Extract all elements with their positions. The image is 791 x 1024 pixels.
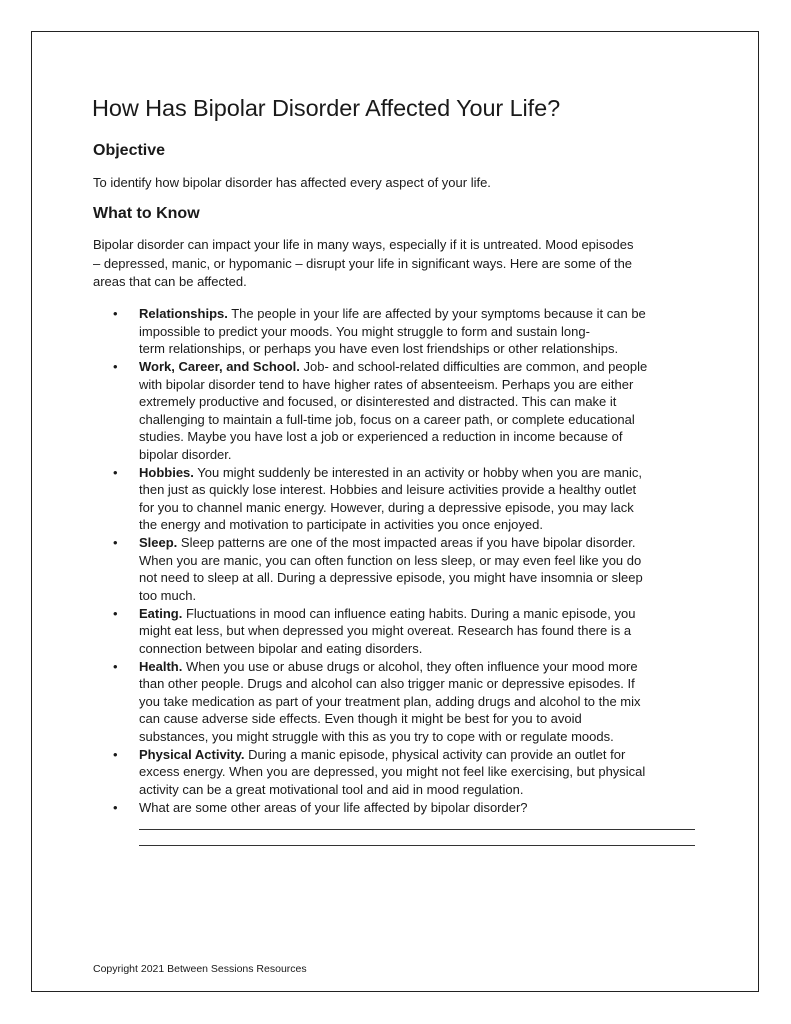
item-text: extremely productive and focused, or disinterested and distracted. This can make it: [139, 394, 617, 409]
item-text: The people in your life are affected by your symptoms because it can be: [227, 306, 646, 321]
objective-text: To identify how bipolar disorder has affected every aspect of your life.: [93, 175, 491, 190]
item-term: Hobbies.: [139, 464, 194, 480]
item-text: then just as quickly lose interest. Hobbies and leisure activities provide a healthy outlet: [139, 482, 637, 497]
item-text: Fluctuations in mood can influence eating habits. During a manic episode, you: [182, 605, 636, 621]
item-text: term relationships, or perhaps you have even lost friendships or other relationships.: [139, 341, 619, 356]
item-text: activity can be a great motivational tool and aid in mood regulation.: [139, 781, 524, 797]
item-text: can cause adverse side effects. Even though it might be best for you to avoid: [139, 711, 582, 726]
intro-line: areas that can be affected.: [93, 274, 247, 289]
item-text: You might suddenly be interested in an activity or hobby when you are manic,: [193, 464, 642, 480]
item-text: impossible to predict your moods. You might struggle to form and sustain long-: [139, 323, 590, 339]
item-text: the energy and motivation to participate in activities you once enjoyed.: [139, 517, 543, 532]
intro-line: – depressed, manic, or hypomanic – disrupt your life in significant ways. Here are some of the: [93, 255, 633, 271]
item-text: When you use or abuse drugs or alcohol, they often influence your mood more: [182, 658, 638, 674]
intro-line: Bipolar disorder can impact your life in many ways, especially if it is untreated. Mood episodes: [93, 237, 634, 252]
list-item-work-career-school: [93, 358, 713, 463]
page-title: How Has Bipolar Disorder Affected Your Life?: [92, 95, 561, 121]
item-text: too much.: [139, 587, 197, 603]
item-text: Sleep patterns are one of the most impacted areas if you have bipolar disorder.: [177, 535, 636, 550]
bullet-icon: •: [113, 464, 118, 480]
list-item-physical-activity: [93, 746, 713, 799]
item-term: Health.: [139, 658, 183, 674]
bullet-icon: •: [113, 746, 118, 762]
item-term: Physical Activity.: [139, 746, 245, 762]
what-to-know-heading: What to Know: [93, 205, 200, 222]
item-term: Work, Career, and School.: [139, 359, 300, 374]
copyright-footer: Copyright 2021 Between Sessions Resources: [93, 963, 307, 975]
intro-paragraph: [93, 236, 698, 292]
bullet-icon: •: [113, 306, 118, 321]
item-term: Sleep.: [139, 535, 178, 550]
bullet-icon: •: [113, 605, 118, 621]
item-text: substances, you might struggle with this as you try to cope with or regulate moods.: [139, 728, 614, 744]
list-item-hobbies: [93, 464, 713, 534]
item-text: might eat less, but when depressed you might overeat. Research has found there is a: [139, 623, 632, 638]
item-text: with bipolar disorder tend to have higher rates of absenteeism. Perhaps you are either: [139, 376, 634, 392]
item-text: studies. Maybe you have lost a job or experienced a reduction in income because of: [139, 429, 623, 444]
item-text: challenging to maintain a full-time job, focus on a career path, or complete educational: [139, 411, 635, 427]
list-item-sleep: [93, 534, 713, 604]
bullet-icon: •: [113, 799, 118, 815]
item-text: for you to channel manic energy. However, during a depressive episode, you may lack: [139, 499, 634, 515]
item-term: Relationships.: [139, 306, 228, 321]
answer-line[interactable]: [139, 828, 695, 830]
item-text: not need to sleep at all. During a depressive episode, you might have insomnia or sleep: [139, 570, 643, 585]
list-item-health: [93, 658, 713, 746]
bullet-icon: •: [113, 658, 118, 674]
item-text: you take medication as part of your treatment plan, adding drugs and alcohol to the mix: [139, 693, 641, 709]
objective-heading: Objective: [93, 142, 166, 159]
answer-line[interactable]: [139, 844, 695, 846]
item-text: excess energy. When you are depressed, you might not feel like exercising, but physical: [139, 764, 646, 779]
bullet-icon: •: [113, 359, 118, 374]
item-text: When you are manic, you can often function on less sleep, or may even feel like you do: [139, 552, 642, 568]
item-text: Job- and school-related difficulties are common, and people: [299, 359, 648, 374]
affected-areas-list: [93, 305, 713, 847]
list-item-eating: [93, 605, 713, 658]
item-text: During a manic episode, physical activity can provide an outlet for: [244, 746, 626, 762]
bullet-icon: •: [113, 535, 118, 550]
question-text: What are some other areas of your life affected by bipolar disorder?: [139, 799, 528, 815]
list-item-relationships: [93, 305, 713, 358]
item-text: bipolar disorder.: [139, 446, 232, 462]
item-term: Eating.: [139, 605, 183, 621]
list-item-question: [93, 799, 713, 847]
item-text: connection between bipolar and eating disorders.: [139, 640, 423, 656]
item-text: than other people. Drugs and alcohol can also trigger manic or depressive episodes. If: [139, 676, 635, 691]
